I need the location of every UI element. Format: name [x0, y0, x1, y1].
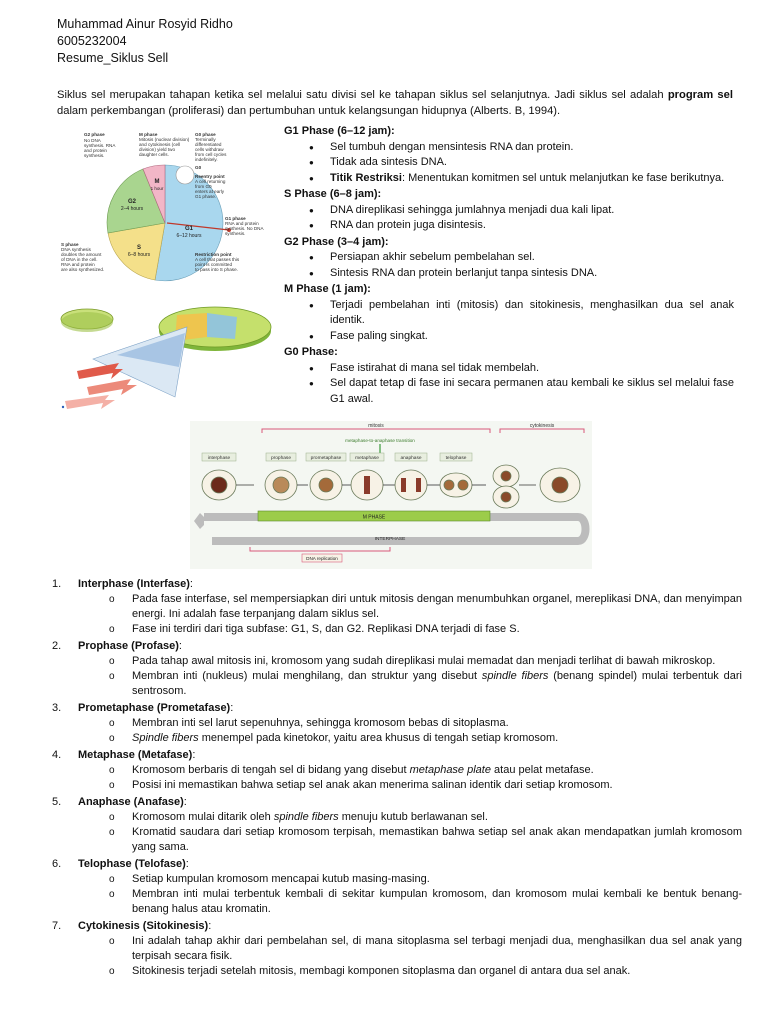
stage-item [52, 857, 742, 917]
stage-title: Prophase (Profase) [78, 640, 179, 652]
stage-item [52, 748, 742, 793]
reentry-label-title: Reentry point [195, 174, 225, 179]
reentry-label-line: from G0 [195, 184, 212, 189]
italic-term: spindle fibers [273, 811, 339, 823]
s-label-line: are also synthesized. [61, 267, 105, 272]
g1-label-line: RNA and protein [225, 221, 259, 226]
g0-bubble [176, 166, 194, 184]
m-label-line: daughter cells. [139, 152, 169, 157]
document-title: Resume_Siklus Sell [57, 51, 169, 65]
cell-cycle-3d-illustration [57, 297, 273, 413]
cell-cycle-pie-figure [57, 128, 273, 292]
list-item: ● Tidak ada sintesis DNA. [284, 155, 734, 171]
interphase-bar-label: INTERPHASE [374, 537, 406, 542]
mitosis-stages-figure [190, 421, 592, 569]
m-label-line: Mitosis (nuclear division) [139, 137, 190, 142]
stage-title: Anaphase (Anafase) [78, 796, 184, 808]
italic-term: spindle fibers [481, 670, 549, 682]
list-item: o Sitokinesis terjadi setelah mitosis, membagi komponen sitoplasma dan organel di antara dua sel anak. [78, 964, 742, 979]
stage-detail-list [78, 716, 742, 746]
stage-item [52, 577, 742, 637]
stage-number: 5. [52, 796, 62, 808]
mitosis-stage-list [52, 577, 742, 981]
restriction-label-line: point is committed [195, 262, 233, 267]
g0-label-line: indefinitely. [195, 157, 218, 162]
g1-label-title: G1 phase [225, 216, 246, 221]
g2-phase-list [284, 250, 734, 281]
list-item: ● DNA direplikasi sehingga jumlahnya menjadi dua kali lipat. [284, 203, 734, 219]
stage-detail-list [78, 872, 742, 917]
stage-label-telophase: telophase [445, 456, 467, 461]
m-label-title: M phase [139, 132, 158, 137]
stage-title: Telophase (Telofase) [78, 858, 186, 870]
g2-label-title: G2 phase [84, 132, 105, 137]
author-name: Muhammad Ainur Rosyid Ridho [57, 17, 233, 31]
stage-number: 7. [52, 920, 62, 932]
g0-phase-title: G0 Phase: [284, 346, 338, 358]
stage-item [52, 919, 742, 979]
stage-label-interphase: interphase [207, 456, 231, 461]
intro-bold-term: program sel [667, 89, 733, 101]
stage-title: Metaphase (Metafase) [78, 749, 193, 761]
list-item: ● Sel dapat tetap di fase ini secara permanen atau kembali ke siklus sel melalui fase G1 awal. [284, 376, 734, 407]
g1-phase-list [284, 140, 734, 187]
g0-tag: G0 [195, 165, 202, 170]
m-label-line: and cytokinesis (cell [139, 142, 181, 147]
list-item: o Membran inti sel larut sepenuhnya, sehingga kromosom bebas di sitoplasma. [78, 716, 742, 731]
stage-title: Interphase (Interfase) [78, 578, 190, 590]
list-item: o Membran inti mulai terbentuk kembali di sekitar kumpulan kromosom, dan kromosom mulai kembali ke bentuk benang-benang halus atau kromatin. [78, 887, 742, 917]
m-label-line: division) yield two [139, 147, 175, 152]
reentry-label-line: A cell returning [195, 179, 226, 184]
s-label-line: doubles the amount [61, 252, 102, 257]
stage-label-prometaphase: prometaphase [310, 456, 342, 461]
g2-phase-title: G2 Phase (3–4 jam): [284, 235, 389, 248]
s-label-line: of DNA in the cell. [61, 257, 98, 262]
student-id: 6005232004 [57, 34, 127, 48]
stage-detail-list [78, 763, 742, 793]
list-item: ● Persiapan akhir sebelum pembelahan sel. [284, 250, 734, 266]
stage-item [52, 795, 742, 855]
g0-phase-list [284, 361, 734, 408]
cytokinesis-label: cytokinesis [529, 423, 555, 429]
list-item: o Posisi ini memastikan bahwa setiap sel anak akan menerima salinan identik dari setiap kromosom. [78, 778, 742, 793]
restriction-label-line: A cell that passes this [195, 257, 240, 262]
s-segment-label: S [136, 245, 142, 251]
phase-descriptions [284, 124, 734, 408]
stage-heading: Prometaphase (Prometafase): [78, 702, 234, 714]
restriction-label-title: Restriction point [195, 252, 232, 257]
list-item: o Setiap kumpulan kromosom mencapai kutub masing-masing. [78, 872, 742, 887]
reentry-label-line: G1 phase. [195, 194, 217, 199]
list-item: o Pada tahap awal mitosis ini, kromosom yang sudah direplikasi mulai memadat dan menjadi terlihat di bawah mikroskop. [78, 654, 742, 669]
list-item: ● Fase istirahat di mana sel tidak membelah. [284, 361, 734, 377]
stage-item [52, 701, 742, 746]
dna-replication-label: DNA replication [306, 556, 338, 561]
stage-number: 2. [52, 640, 62, 652]
stage-title: Cytokinesis (Sitokinesis) [78, 920, 209, 932]
stage-label-prophase: prophase [270, 456, 292, 461]
stage-detail-list [78, 654, 742, 699]
list-item [284, 171, 734, 187]
g2-label-line: No DNA [84, 138, 101, 143]
stage-heading: Cytokinesis (Sitokinesis): [78, 920, 212, 932]
g2-label-line: synthesis. [84, 153, 105, 158]
stage-heading: Prophase (Profase): [78, 640, 182, 652]
m-phase-title: M Phase (1 jam): [284, 283, 371, 295]
g1-segment-time: 6–12 hours [176, 233, 202, 239]
list-item: o Kromatid saudara dari setiap kromosom terpisah, memastikan bahwa setiap sel anak akan mendapatkan jumlah kromosom yang sama. [78, 825, 742, 855]
stage-heading: Anaphase (Anafase): [78, 796, 187, 808]
stage-label-anaphase: anaphase [400, 456, 422, 461]
g1-segment-label: G1 [184, 226, 194, 232]
italic-term: metaphase plate [409, 764, 491, 776]
stage-title: Prometaphase (Prometafase) [78, 702, 231, 714]
s-label-title: S phase [61, 242, 79, 247]
cell-anaphase [395, 470, 427, 500]
g1-label-line: synthesis. No DNA [225, 226, 264, 231]
list-item: ● Sel tumbuh dengan mensintesis RNA dan protein. [284, 140, 734, 156]
reentry-label-line: enters at early [195, 189, 225, 194]
restriction-label-line: to pass into S phase. [195, 267, 238, 272]
stage-label-metaphase: metaphase [355, 456, 379, 461]
list-item: ● RNA dan protein juga disintesis. [284, 218, 734, 234]
stage-heading: Metaphase (Metafase): [78, 749, 196, 761]
g2-label-line: synthesis. RNA [84, 143, 116, 148]
list-item: ● Sintesis RNA dan protein berlanjut tanpa sintesis DNA. [284, 266, 734, 282]
list-item: o Pada fase interfase, sel mempersiapkan diri untuk mitosis dengan menumbuhkan organel, mereplikasi DNA, dan menyimpan energi. Ini adalah fase terpanjang dalam siklus sel. [78, 592, 742, 622]
m-phase-bar-label: M PHASE [362, 514, 386, 521]
g2-segment-time: 2–4 hours [120, 206, 144, 212]
s-segment-time: 6–8 hours [127, 252, 151, 258]
stage-number: 4. [52, 749, 62, 761]
intro-text-2: dalam perkembangan (proliferasi) dan pertumbuhan untuk kelangsungan hidupnya (Alberts. B, 1994). [57, 105, 561, 117]
mitosis-label: mitosis [368, 423, 384, 429]
list-item: o Fase ini terdiri dari tiga subfase: G1, S, dan G2. Replikasi DNA terjadi di fase S. [78, 622, 742, 637]
stage-number: 1. [52, 578, 62, 590]
g2-label-line: and protein [84, 148, 107, 153]
list-item: o Spindle fibers menempel pada kinetokor, yaitu area khusus di tengah setiap kromosom. [78, 731, 742, 746]
transition-label: metaphase-to-anaphase transition [345, 438, 415, 443]
list-item: ● Fase paling singkat. [284, 329, 734, 345]
stage-detail-list [78, 810, 742, 855]
stage-detail-list [78, 592, 742, 637]
list-item: o Kromosom berbaris di tengah sel di bidang yang disebut metaphase plate atau pelat metafase. [78, 763, 742, 778]
restriction-term: Titik Restriksi [330, 171, 402, 184]
document-header [57, 16, 233, 67]
g1-phase-title: G1 Phase (6–12 jam): [284, 125, 395, 137]
italic-term: Spindle fibers [132, 732, 199, 744]
nucleus [211, 477, 227, 493]
stage-item [52, 639, 742, 699]
g0-label-line: cells withdraw [195, 147, 224, 152]
g0-label-line: differentiated [195, 142, 222, 147]
list-item: o Ini adalah tahap akhir dari pembelahan sel, di mana sitoplasma sel terbagi menjadi dua, menghasilkan dua sel anak yang terpisah secara fisik. [78, 934, 742, 964]
s-label-line: DNA synthesis [61, 247, 91, 252]
s-phase-list [284, 203, 734, 234]
stage-number: 3. [52, 702, 62, 714]
restriction-text: : Menentukan komitmen sel untuk melanjutkan ke fase berikutnya. [401, 171, 725, 184]
g0-label-line: from cell cycles [195, 152, 227, 157]
g2-segment-label: G2 [127, 199, 137, 205]
intro-text-1: Siklus sel merupakan tahapan ketika sel melalui satu divisi sel ke tahapan siklus sel selanjutnya. Jadi siklus sel adalah [57, 89, 668, 101]
g0-label-title: G0 phase [195, 132, 216, 137]
stage-heading: Telophase (Telofase): [78, 858, 189, 870]
stage-detail-list [78, 934, 742, 979]
m-segment-time: 1 hour [150, 186, 164, 191]
stage-number: 6. [52, 858, 62, 870]
m-segment-label: M [154, 179, 160, 185]
m-phase-list [284, 298, 734, 345]
s-label-line: RNA and protein [61, 262, 95, 267]
list-item: o Membran inti (nukleus) mulai menghilang, dan struktur yang disebut spindle fibers (benang spindel) mulai terbentuk dari sentrosom. [78, 669, 742, 699]
list-item: o Kromosom mulai ditarik oleh spindle fibers menuju kutub berlawanan sel. [78, 810, 742, 825]
intro-paragraph [57, 87, 733, 119]
g0-label-line: Terminally [195, 137, 216, 142]
s-phase-title: S Phase (6–8 jam): [284, 188, 382, 200]
stage-heading: Interphase (Interfase): [78, 578, 193, 590]
list-item: ● Terjadi pembelahan inti (mitosis) dan sitokinesis, menghasilkan dua sel anak identik. [284, 298, 734, 329]
g1-label-line: synthesis. [225, 231, 246, 236]
